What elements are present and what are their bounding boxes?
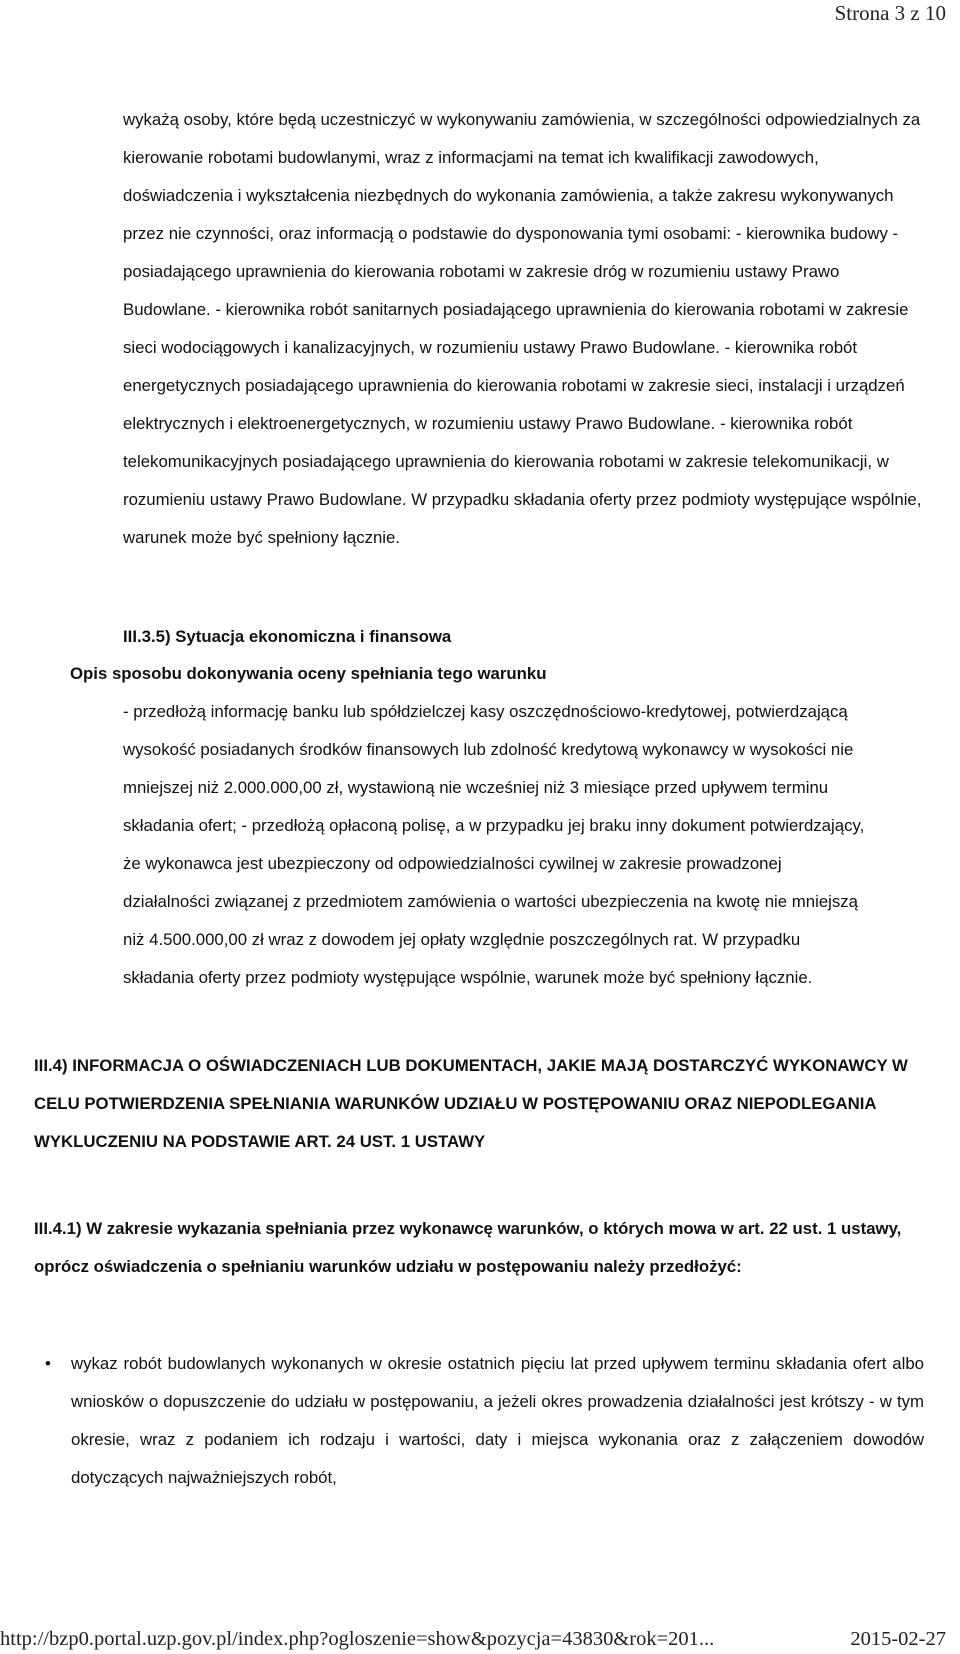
print-date: 2015-02-27 (850, 1628, 946, 1650)
page-number: Strona 3 z 10 (834, 1, 946, 25)
list-item-text: wykaz robót budowlanych wykonanych w okresie ostatnich pięciu lat przed upływem terminu składania ofert albo wniosków o dopuszczenie do udziału w postępowaniu, a jeżeli okres prowadzenia działalności jest krótszy - w tym okresie, wraz z podaniem ich rodzaju i wartości, daty i miejsca wykonania oraz z załączeniem dowodów dotyczących najważniejszych robót, (71, 1354, 924, 1487)
bullet-icon: • (45, 1354, 51, 1373)
section-subheading-documents: III.4.1) W zakresie wykazania spełniania przez wykonawcę warunków, o których mowa w art. 22 ust. 1 ustawy, oprócz oświadczenia o spełnianiu warunków udziału w postępowaniu należy przedłożyć: (34, 1219, 902, 1276)
assessment-method-heading: Opis sposobu dokonywania oceny spełniania tego warunku (70, 664, 547, 683)
documents-list (34, 1345, 924, 1497)
section-heading-economic-situation: III.3.5) Sytuacja ekonomiczna i finansowa (123, 627, 452, 646)
source-url: http://bzp0.portal.uzp.gov.pl/index.php?ogloszenie=show&pozycja=43830&rok=201... (0, 1628, 715, 1650)
list-item (34, 1345, 924, 1497)
financial-conditions-paragraph: - przedłożą informację banku lub spółdzielczej kasy oszczędnościowo-kredytowej, potwierdzającą wysokość posiadanych środków finansowych lub zdolność kredytową wykonawcy w wysokości nie mniejszej niż 2.000.000,00 zł, wystawioną nie wcześniej niż 3 miesiące przed upływem terminu składania ofert; - przedłożą opłaconą polisę, a w przypadku jej braku inny dokument potwierdzający, że wykonawca jest ubezpieczony od odpowiedzialności cywilnej w zakresie prowadzonej działalności związanej z przedmiotem zamówienia o wartości ubezpieczenia na kwotę nie mniejszą niż 4.500.000,00 zł wraz z dowodem jej opłaty względnie poszczególnych rat. W przypadku składania oferty przez podmioty występujące wspólnie, warunek może być spełniony łącznie. (123, 702, 865, 987)
section-heading-documents: III.4) INFORMACJA O OŚWIADCZENIACH LUB DOKUMENTACH, JAKIE MAJĄ DOSTARCZYĆ WYKONAWCY W CELU POTWIERDZENIA SPEŁNIANIA WARUNKÓW UDZIAŁU W POSTĘPOWANIU ORAZ NIEPODLEGANIA WYKLUCZENIU NA PODSTAWIE ART. 24 UST. 1 USTAWY (34, 1056, 908, 1151)
conditions-staff-paragraph: wykażą osoby, które będą uczestniczyć w wykonywaniu zamówienia, w szczególności odpowiedzialnych za kierowanie robotami budowlanymi, wraz z informacjami na temat ich kwalifikacji zawodowych, doświadczenia i wykształcenia niezbędnych do wykonania zamówienia, a także zakresu wykonywanych przez nie czynności, oraz informacją o podstawie do dysponowania tymi osobami: - kierownika budowy - posiadającego uprawnienia do kierowania robotami w zakresie dróg w rozumieniu ustawy Prawo Budowlane. - kierownika robót sanitarnych posiadającego uprawnienia do kierowania robotami w zakresie sieci wodociągowych i kanalizacyjnych, w rozumieniu ustawy Prawo Budowlane. - kierownika robót energetycznych posiadającego uprawnienia do kierowania robotami w zakresie sieci, instalacji i urządzeń elektrycznych i elektroenergetycznych, w rozumieniu ustawy Prawo Budowlane. - kierownika robót telekomunikacyjnych posiadającego uprawnienia do kierowania robotami w zakresie telekomunikacji, w rozumieniu ustawy Prawo Budowlane. W przypadku składania oferty przez podmioty występujące wspólnie, warunek może być spełniony łącznie. (123, 110, 922, 547)
